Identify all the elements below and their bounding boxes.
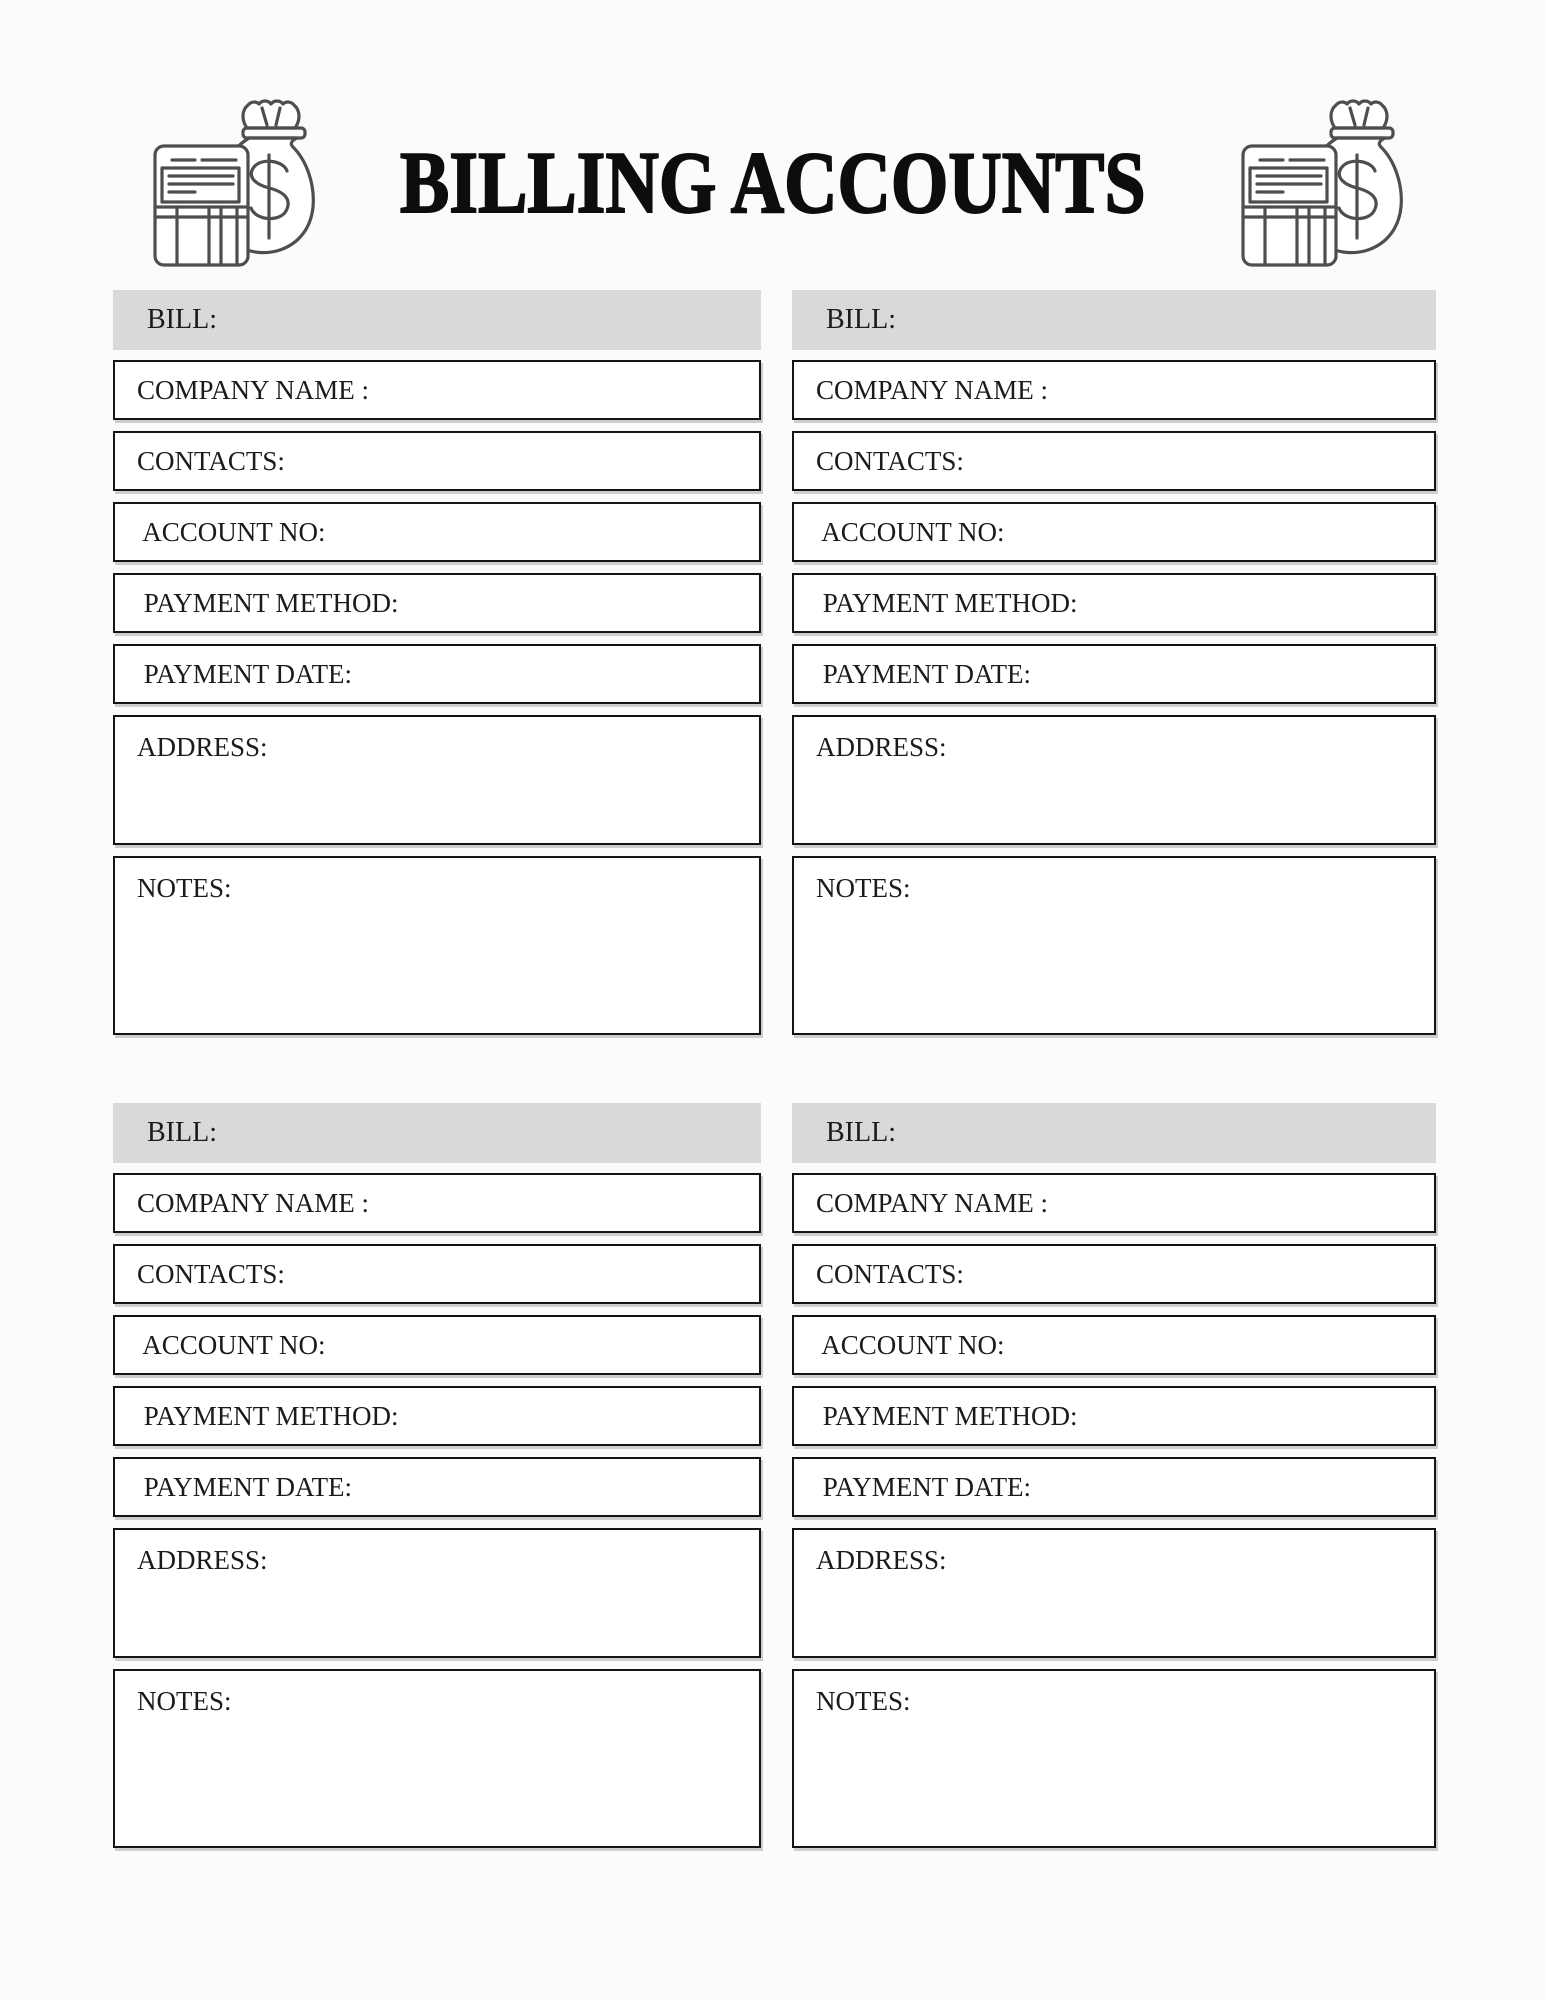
- field-label: ADDRESS:: [816, 1545, 947, 1575]
- field-label: COMPANY NAME :: [137, 1188, 370, 1218]
- field-contacts[interactable]: [792, 431, 1436, 491]
- field-label: NOTES:: [816, 1686, 911, 1716]
- field-label: CONTACTS:: [137, 1259, 285, 1289]
- field-address[interactable]: [113, 715, 761, 845]
- bill-header-label: BILL:: [147, 1117, 217, 1148]
- bill-card-1: [113, 290, 761, 1046]
- field-account-no[interactable]: [113, 502, 761, 562]
- field-notes[interactable]: [792, 856, 1436, 1035]
- field-label: COMPANY NAME :: [816, 1188, 1049, 1218]
- field-company-name[interactable]: [792, 1173, 1436, 1233]
- field-address[interactable]: [792, 715, 1436, 845]
- field-account-no[interactable]: [792, 1315, 1436, 1375]
- field-payment-method[interactable]: [792, 573, 1436, 633]
- bill-section-header: [113, 290, 761, 350]
- bill-header-label: BILL:: [826, 1117, 896, 1148]
- bill-card-2: [792, 290, 1436, 1046]
- bill-section-header: [792, 1103, 1436, 1163]
- field-label: ADDRESS:: [816, 732, 947, 762]
- field-label: PAYMENT DATE:: [137, 1472, 353, 1502]
- bill-section-header: [113, 1103, 761, 1163]
- field-company-name[interactable]: [792, 360, 1436, 420]
- field-label: NOTES:: [816, 873, 911, 903]
- field-label: PAYMENT METHOD:: [137, 588, 399, 618]
- field-label: ADDRESS:: [137, 732, 268, 762]
- field-company-name[interactable]: [113, 360, 761, 420]
- field-contacts[interactable]: [113, 431, 761, 491]
- field-notes[interactable]: [792, 1669, 1436, 1848]
- field-payment-method[interactable]: [113, 573, 761, 633]
- field-label: ACCOUNT NO:: [137, 1330, 326, 1360]
- field-payment-method[interactable]: [792, 1386, 1436, 1446]
- field-payment-date[interactable]: [113, 1457, 761, 1517]
- field-label: ADDRESS:: [137, 1545, 268, 1575]
- field-label: CONTACTS:: [816, 1259, 964, 1289]
- field-label: CONTACTS:: [816, 446, 964, 476]
- field-account-no[interactable]: [792, 502, 1436, 562]
- bill-card-3: [113, 1103, 761, 1859]
- field-label: CONTACTS:: [137, 446, 285, 476]
- field-contacts[interactable]: [113, 1244, 761, 1304]
- bill-money-bag-icon: [1238, 95, 1410, 267]
- field-label: PAYMENT DATE:: [137, 659, 353, 689]
- field-address[interactable]: [113, 1528, 761, 1658]
- field-payment-date[interactable]: [113, 644, 761, 704]
- field-label: ACCOUNT NO:: [816, 517, 1005, 547]
- bill-header-label: BILL:: [147, 304, 217, 335]
- field-payment-date[interactable]: [792, 1457, 1436, 1517]
- field-notes[interactable]: [113, 1669, 761, 1848]
- bill-section-header: [792, 290, 1436, 350]
- field-payment-date[interactable]: [792, 644, 1436, 704]
- bill-card-4: [792, 1103, 1436, 1859]
- field-label: PAYMENT METHOD:: [816, 588, 1078, 618]
- field-label: PAYMENT METHOD:: [816, 1401, 1078, 1431]
- field-account-no[interactable]: [113, 1315, 761, 1375]
- field-contacts[interactable]: [792, 1244, 1436, 1304]
- field-address[interactable]: [792, 1528, 1436, 1658]
- field-label: ACCOUNT NO:: [816, 1330, 1005, 1360]
- field-label: PAYMENT METHOD:: [137, 1401, 399, 1431]
- page-title: BILLING ACCOUNTS: [399, 135, 1146, 232]
- field-label: COMPANY NAME :: [816, 375, 1049, 405]
- field-label: PAYMENT DATE:: [816, 1472, 1032, 1502]
- field-label: NOTES:: [137, 1686, 232, 1716]
- field-payment-method[interactable]: [113, 1386, 761, 1446]
- bill-header-label: BILL:: [826, 304, 896, 335]
- field-label: PAYMENT DATE:: [816, 659, 1032, 689]
- field-company-name[interactable]: [113, 1173, 761, 1233]
- field-label: COMPANY NAME :: [137, 375, 370, 405]
- field-label: NOTES:: [137, 873, 232, 903]
- field-notes[interactable]: [113, 856, 761, 1035]
- field-label: ACCOUNT NO:: [137, 517, 326, 547]
